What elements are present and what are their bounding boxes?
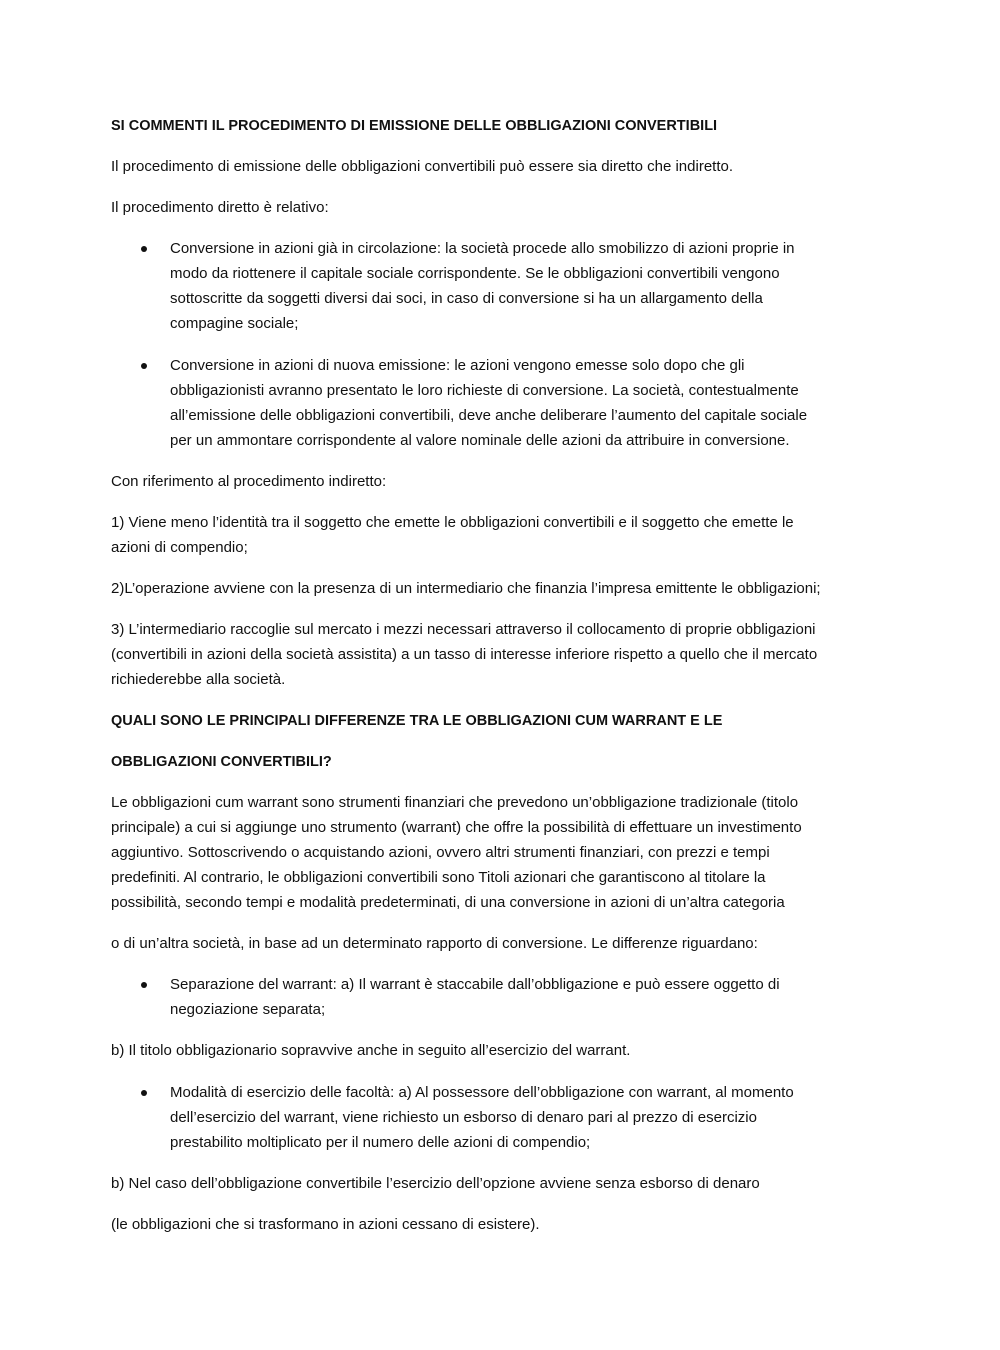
numbered-item-line: 1) Viene meno l’identità tra il soggetto che emette le obbligazioni convertibili e il soggetto che emette le — [111, 514, 794, 531]
numbered-item-line: richiederebbe alla società. — [111, 671, 286, 688]
bullet-icon — [141, 1090, 147, 1096]
bullet-line: dell’esercizio del warrant, viene richiesto un esborso di denaro pari al prezzo di esercizio — [170, 1109, 757, 1126]
bullet-line: Separazione del warrant: a) Il warrant è staccabile dall’obbligazione e può essere oggetto di — [170, 976, 780, 993]
paragraph: Il procedimento diretto è relativo: — [111, 199, 329, 216]
numbered-item-line: (convertibili in azioni della società assistita) a un tasso di interesse inferiore rispetto a quello che il mercato — [111, 646, 818, 663]
paragraph: Il procedimento di emissione delle obbligazioni convertibili può essere sia diretto che indiretto. — [111, 158, 734, 175]
paragraph-line: predefiniti. Al contrario, le obbligazioni convertibili sono Titoli azionari che garantiscono al titolare la — [111, 869, 766, 886]
bullet-line: all’emissione delle obbligazioni convertibili, deve anche deliberare l’aumento del capitale sociale — [170, 407, 808, 424]
bullet-icon — [141, 363, 147, 369]
bullet-line: negoziazione separata; — [170, 1001, 326, 1018]
bullet-icon — [141, 246, 147, 252]
paragraph-line: Le obbligazioni cum warrant sono strumenti finanziari che prevedono un’obbligazione tradizionale (titolo — [111, 794, 799, 811]
paragraph: (le obbligazioni che si trasformano in azioni cessano di esistere). — [111, 1216, 540, 1233]
heading-emissione: SI COMMENTI IL PROCEDIMENTO DI EMISSIONE DELLE OBBLIGAZIONI CONVERTIBILI — [111, 118, 718, 134]
heading-differenze-cont: OBBLIGAZIONI CONVERTIBILI? — [111, 754, 332, 770]
paragraph: b) Nel caso dell’obbligazione convertibile l’esercizio dell’opzione avviene senza esborso di denaro — [111, 1175, 760, 1192]
bullet-line: obbligazionisti avranno presentato le loro richieste di conversione. La società, contestualmente — [170, 382, 799, 399]
bullet-line: per un ammontare corrispondente al valore nominale delle azioni da attribuire in conversione. — [170, 432, 790, 449]
numbered-item-line: azioni di compendio; — [111, 539, 248, 556]
paragraph: b) Il titolo obbligazionario sopravvive anche in seguito all’esercizio del warrant. — [111, 1042, 631, 1059]
paragraph-line: aggiuntivo. Sottoscrivendo o acquistando azioni, ovvero altri strumenti finanziari, con prezzi e tempi — [111, 844, 770, 861]
heading-differenze: QUALI SONO LE PRINCIPALI DIFFERENZE TRA LE OBBLIGAZIONI CUM WARRANT E LE — [111, 713, 723, 729]
paragraph: o di un’altra società, in base ad un determinato rapporto di conversione. Le differenze riguardano: — [111, 935, 758, 952]
paragraph-line: principale) a cui si aggiunge uno strumento (warrant) che offre la possibilità di effettuare un investimento — [111, 819, 802, 836]
bullet-line: modo da riottenere il capitale sociale corrispondente. Se le obbligazioni convertibili vengono — [170, 265, 780, 282]
bullet-line: sottoscritte da soggetti diversi dai soci, in caso di conversione si ha un allargamento della — [170, 290, 763, 307]
bullet-line: prestabilito moltiplicato per il numero delle azioni di compendio; — [170, 1134, 591, 1151]
paragraph: Con riferimento al procedimento indiretto: — [111, 473, 387, 490]
bullet-line: Conversione in azioni di nuova emissione: le azioni vengono emesse solo dopo che gli — [170, 357, 745, 374]
bullet-line: compagine sociale; — [170, 315, 299, 332]
bullet-icon — [141, 982, 147, 988]
bullet-line: Conversione in azioni già in circolazione: la società procede allo smobilizzo di azioni proprie in — [170, 240, 795, 257]
paragraph-line: possibilità, secondo tempi e modalità predeterminati, di una conversione in azioni di un’altra categoria — [111, 894, 785, 911]
bullet-line: Modalità di esercizio delle facoltà: a) Al possessore dell’obbligazione con warrant, al momento — [170, 1084, 794, 1101]
numbered-item-line: 2)L’operazione avviene con la presenza di un intermediario che finanzia l’impresa emittente le obbligazioni; — [111, 580, 821, 597]
numbered-item-line: 3) L’intermediario raccoglie sul mercato i mezzi necessari attraverso il collocamento di proprie obbligazioni — [111, 621, 816, 638]
